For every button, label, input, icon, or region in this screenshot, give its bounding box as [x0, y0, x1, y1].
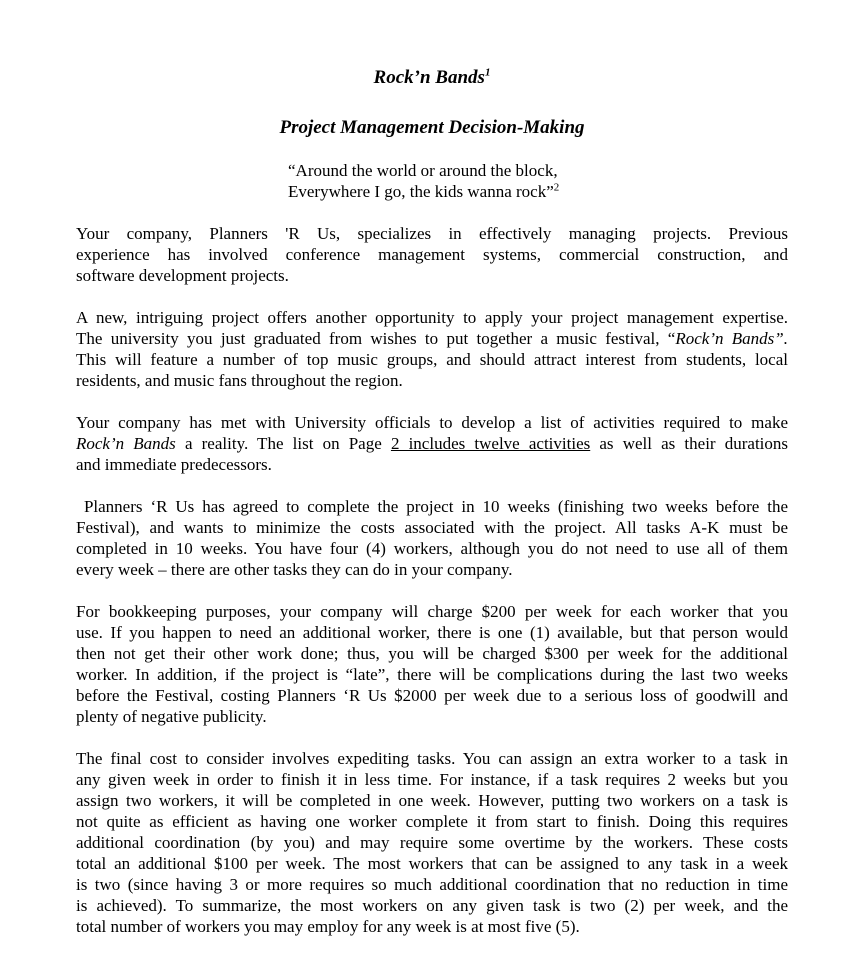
- paragraph-line: use. If you happen to need an additional worker, there is one (1) available, but that person would: [76, 623, 788, 642]
- paragraph-line: Your company, Planners 'R Us, specializes in effectively managing projects. Previous: [76, 224, 788, 243]
- paragraph-line: before the Festival, costing Planners ‘R Us $2000 per week due to a serious loss of goodwill and: [76, 686, 788, 705]
- paragraph-line: every week – there are other tasks they can do in your company.: [76, 560, 513, 579]
- festival-name-italic: Rock’n Bands: [76, 434, 176, 453]
- quote-footnote-marker: 2: [553, 181, 560, 194]
- paragraph-new-project: [76, 307, 788, 391]
- document-title: [76, 66, 788, 90]
- paragraph-line: [76, 328, 788, 349]
- paragraph-line: plenty of negative publicity.: [76, 707, 267, 726]
- paragraph-line: is achieved). To summarize, the most workers on any given task is two (2) per week, and the: [76, 896, 788, 915]
- paragraph-expediting-costs: [76, 748, 788, 937]
- paragraph-line: worker. In addition, if the project is “late”, there will be complications during the last two weeks: [76, 665, 788, 684]
- quote-line-2-text: Everywhere I go, the kids wanna rock”: [288, 182, 554, 201]
- paragraph-line: completed in 10 weeks. You have four (4) workers, although you do not need to use all of them: [76, 539, 788, 558]
- paragraph-company-intro: [76, 223, 788, 286]
- paragraph-schedule-constraints: [76, 496, 788, 580]
- festival-name-italic: Rock’n Bands”.: [675, 329, 788, 348]
- paragraph-line-text: a reality. The list on Page: [175, 434, 391, 453]
- paragraph-line: additional coordination (by you) and may require some overtime by the workers. These costs: [76, 833, 788, 852]
- paragraph-line: Your company has met with University officials to develop a list of activities required to make: [76, 413, 788, 432]
- underlined-activities-reference: 2 includes twelve activities: [390, 434, 591, 453]
- paragraph-line: residents, and music fans throughout the region.: [76, 371, 403, 390]
- paragraph-line: Festival), and wants to minimize the costs associated with the project. All tasks A-K must be: [76, 518, 788, 537]
- paragraph-activities-list: [76, 412, 788, 475]
- paragraph-line: The final cost to consider involves expediting tasks. You can assign an extra worker to a task in: [76, 749, 788, 768]
- quote-line-1: “Around the world or around the block,: [288, 161, 558, 180]
- document-subtitle: Project Management Decision-Making: [279, 117, 585, 138]
- paragraph-line: [76, 433, 788, 454]
- paragraph-line: and immediate predecessors.: [76, 455, 272, 474]
- paragraph-line: any given week in order to finish it in less time. For instance, if a task requires 2 weeks but you: [76, 770, 788, 789]
- paragraph-line: A new, intriguing project offers another opportunity to apply your project management expertise.: [76, 308, 788, 327]
- paragraph-line-text: as well as their durations: [590, 434, 789, 453]
- paragraph-line: total number of workers you may employ for any week is at most five (5).: [76, 917, 580, 936]
- quote-line-2: [288, 181, 608, 202]
- paragraph-line: assign two workers, it will be completed in one week. However, putting two workers on a task is: [76, 791, 788, 810]
- paragraph-line: For bookkeeping purposes, your company will charge $200 per week for each worker that you: [76, 602, 788, 621]
- paragraph-bookkeeping-costs: [76, 601, 788, 727]
- paragraph-line: Planners ‘R Us has agreed to complete the project in 10 weeks (finishing two weeks before the: [76, 497, 788, 516]
- paragraph-line: experience has involved conference management systems, commercial construction, and: [76, 245, 788, 264]
- paragraph-line: total an additional $100 per week. The most workers that can be assigned to any task in a week: [76, 854, 788, 873]
- title-text: Rock’n Bands: [373, 67, 485, 88]
- paragraph-line: not quite as efficient as having one worker complete it from start to finish. Doing this requires: [76, 812, 788, 831]
- epigraph-quote: [288, 160, 608, 202]
- paragraph-line: then not get their other work done; thus, you will be charged $300 per week for the additional: [76, 644, 788, 663]
- paragraph-line: is two (since having 3 or more requires so much additional coordination that no reduction in time: [76, 875, 788, 894]
- paragraph-line-text: The university you just graduated from wishes to put together a music festival, “: [76, 329, 676, 348]
- paragraph-line: This will feature a number of top music groups, and should attract interest from students, local: [76, 350, 788, 369]
- paragraph-line: software development projects.: [76, 266, 289, 285]
- title-footnote-marker: 1: [484, 66, 491, 79]
